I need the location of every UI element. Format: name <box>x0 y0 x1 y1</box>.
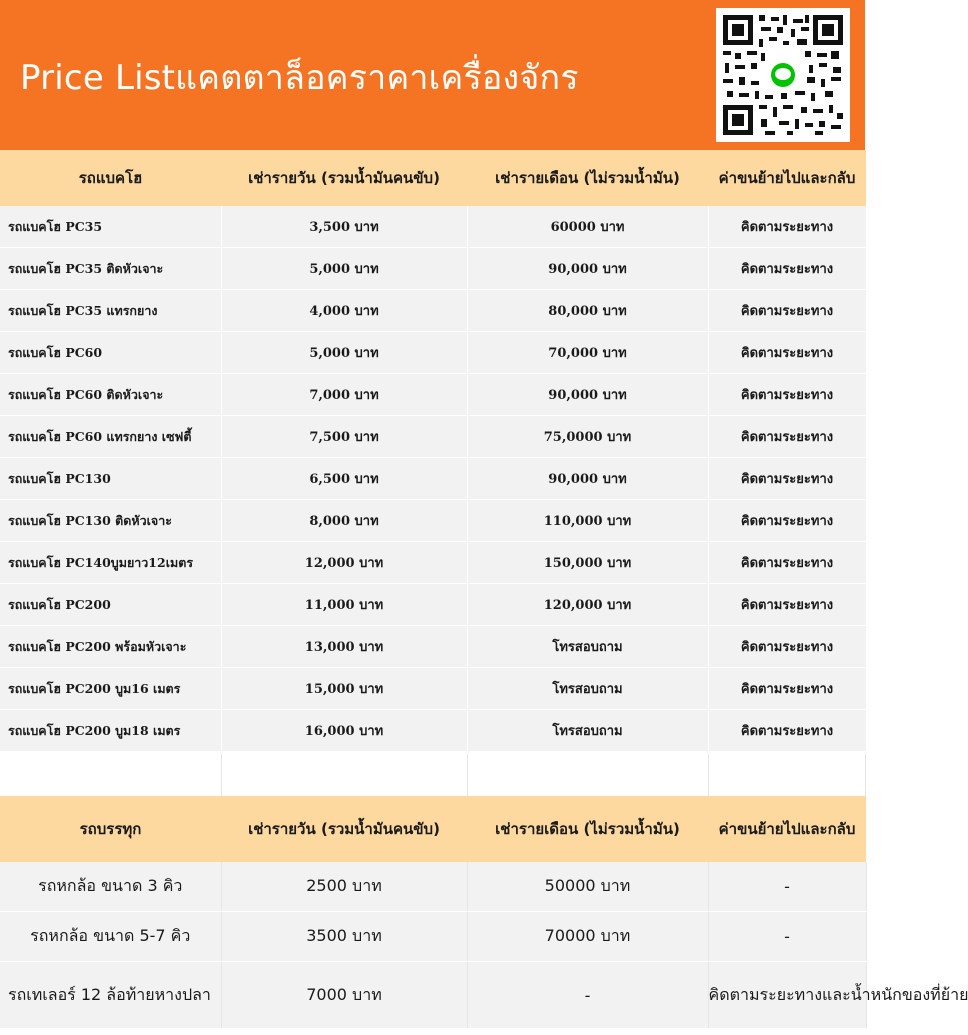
transport-cost: คิดตามระยะทาง <box>708 542 866 584</box>
transport-cost: คิดตามระยะทาง <box>708 626 866 668</box>
monthly-price: 110,000 บาท <box>467 500 708 542</box>
transport-cost: คิดตามระยะทาง <box>708 416 866 458</box>
machine-name: รถแบคโฮ PC35 <box>0 206 221 248</box>
machine-name: รถแบคโฮ PC200 พร้อมหัวเจาะ <box>0 626 221 668</box>
backhoe-price-table <box>0 150 867 752</box>
table-row <box>0 290 866 332</box>
transport-cost: คิดตามระยะทาง <box>708 332 866 374</box>
page-title: Price Listแคตตาล็อคราคาเครื่องจักร <box>20 58 579 98</box>
daily-price: 5,000 บาท <box>221 248 467 290</box>
monthly-price: 120,000 บาท <box>467 584 708 626</box>
machine-name: รถหกล้อ ขนาด 5-7 คิว <box>0 912 221 962</box>
column-header: เช่ารายเดือน (ไม่รวมน้ำมัน) <box>467 796 708 862</box>
header-banner <box>0 0 865 150</box>
table-row <box>0 500 866 542</box>
machine-name: รถเทเลอร์ 12 ล้อท้ายหางปลา <box>0 962 221 1029</box>
column-header: เช่ารายเดือน (ไม่รวมน้ำมัน) <box>467 150 708 206</box>
column-header: ค่าขนย้ายไปและกลับ <box>708 150 866 206</box>
transport-cost: คิดตามระยะทาง <box>708 374 866 416</box>
transport-cost: คิดตามระยะทาง <box>708 668 866 710</box>
daily-price: 4,000 บาท <box>221 290 467 332</box>
daily-price: 16,000 บาท <box>221 710 467 752</box>
table-row <box>0 458 866 500</box>
daily-price: 7,500 บาท <box>221 416 467 458</box>
transport-cost: คิดตามระยะทาง <box>708 710 866 752</box>
daily-price: 2500 บาท <box>221 862 467 912</box>
daily-price: 12,000 บาท <box>221 542 467 584</box>
qr-code-icon[interactable] <box>716 8 850 142</box>
daily-price: 7000 บาท <box>221 962 467 1029</box>
truck-price-table <box>0 796 968 1029</box>
table-row <box>0 332 866 374</box>
machine-name: รถแบคโฮ PC130 <box>0 458 221 500</box>
table-row <box>0 626 866 668</box>
qr-code-graphic <box>721 13 845 137</box>
monthly-price: โทรสอบถาม <box>467 668 708 710</box>
monthly-price: 90,000 บาท <box>467 458 708 500</box>
machine-name: รถแบคโฮ PC130 ติดหัวเจาะ <box>0 500 221 542</box>
column-header: เช่ารายวัน (รวมน้ำมันคนขับ) <box>221 150 467 206</box>
monthly-price: 50000 บาท <box>467 862 708 912</box>
table-row <box>0 912 866 962</box>
monthly-price: 75,0000 บาท <box>467 416 708 458</box>
machine-name: รถแบคโฮ PC200 <box>0 584 221 626</box>
table-row <box>0 416 866 458</box>
column-header: รถบรรทุก <box>0 796 221 862</box>
machine-name: รถแบคโฮ PC200 บูม16 เมตร <box>0 668 221 710</box>
table-row <box>0 862 866 912</box>
monthly-price: 90,000 บาท <box>467 374 708 416</box>
daily-price: 3500 บาท <box>221 912 467 962</box>
daily-price: 13,000 บาท <box>221 626 467 668</box>
transport-cost: - <box>708 862 866 912</box>
table-row <box>0 248 866 290</box>
transport-cost: คิดตามระยะทางและน้ำหนักของที่ย้าย <box>708 962 866 1029</box>
machine-name: รถแบคโฮ PC60 แทรกยาง เซฟตี้ <box>0 416 221 458</box>
daily-price: 11,000 บาท <box>221 584 467 626</box>
transport-cost: คิดตามระยะทาง <box>708 206 866 248</box>
transport-cost: คิดตามระยะทาง <box>708 290 866 332</box>
transport-cost: คิดตามระยะทาง <box>708 500 866 542</box>
table-row <box>0 206 866 248</box>
table-row <box>0 542 866 584</box>
table-header <box>0 796 866 862</box>
machine-name: รถแบคโฮ PC35 ติดหัวเจาะ <box>0 248 221 290</box>
monthly-price: 90,000 บาท <box>467 248 708 290</box>
table-row <box>0 668 866 710</box>
machine-name: รถแบคโฮ PC200 บูม18 เมตร <box>0 710 221 752</box>
monthly-price: 70,000 บาท <box>467 332 708 374</box>
column-header: ค่าขนย้ายไปและกลับ <box>708 796 866 862</box>
daily-price: 6,500 บาท <box>221 458 467 500</box>
daily-price: 5,000 บาท <box>221 332 467 374</box>
transport-cost: คิดตามระยะทาง <box>708 458 866 500</box>
monthly-price: - <box>467 962 708 1029</box>
column-header: รถแบคโฮ <box>0 150 221 206</box>
machine-name: รถหกล้อ ขนาด 3 คิว <box>0 862 221 912</box>
table-header <box>0 150 866 206</box>
daily-price: 7,000 บาท <box>221 374 467 416</box>
machine-name: รถแบคโฮ PC60 ติดหัวเจาะ <box>0 374 221 416</box>
transport-cost: - <box>708 912 866 962</box>
monthly-price: โทรสอบถาม <box>467 710 708 752</box>
table-row <box>0 962 866 1029</box>
transport-cost: คิดตามระยะทาง <box>708 584 866 626</box>
monthly-price: 60000 บาท <box>467 206 708 248</box>
table-row <box>0 374 866 416</box>
monthly-price: โทรสอบถาม <box>467 626 708 668</box>
monthly-price: 80,000 บาท <box>467 290 708 332</box>
table-spacer <box>0 754 866 796</box>
transport-cost: คิดตามระยะทาง <box>708 248 866 290</box>
table-row <box>0 710 866 752</box>
column-header: เช่ารายวัน (รวมน้ำมันคนขับ) <box>221 796 467 862</box>
monthly-price: 70000 บาท <box>467 912 708 962</box>
machine-name: รถแบคโฮ PC60 <box>0 332 221 374</box>
monthly-price: 150,000 บาท <box>467 542 708 584</box>
table-row <box>0 584 866 626</box>
daily-price: 15,000 บาท <box>221 668 467 710</box>
daily-price: 3,500 บาท <box>221 206 467 248</box>
machine-name: รถแบคโฮ PC35 แทรกยาง <box>0 290 221 332</box>
daily-price: 8,000 บาท <box>221 500 467 542</box>
machine-name: รถแบคโฮ PC140บูมยาว12เมตร <box>0 542 221 584</box>
